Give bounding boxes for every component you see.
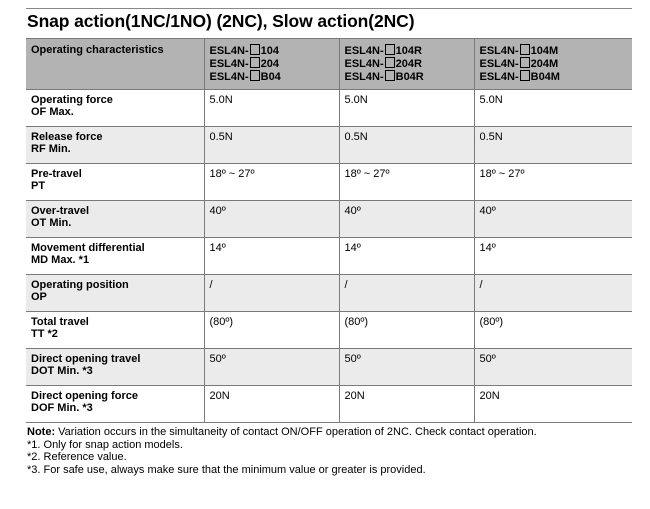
row-label: Total travel TT *2	[26, 312, 204, 349]
table-cell: (80º)	[204, 312, 339, 349]
table-cell: 40º	[339, 201, 474, 238]
table-cell: /	[474, 275, 632, 312]
row-label: Direct opening force DOF Min. *3	[26, 386, 204, 423]
table-cell: 20N	[204, 386, 339, 423]
model-code: ESL4N- 104M	[479, 45, 559, 57]
table-cell: /	[204, 275, 339, 312]
table-cell: 5.0N	[474, 90, 632, 127]
table-cell: 40º	[204, 201, 339, 238]
table-row	[26, 349, 632, 386]
note-label: Note:	[27, 426, 56, 438]
model-code: ESL4N- 104R	[344, 45, 422, 57]
placeholder-box-icon	[250, 44, 260, 55]
header-column-1	[204, 39, 339, 90]
placeholder-box-icon	[520, 57, 530, 68]
table-row	[26, 127, 632, 164]
table-header-row	[26, 39, 632, 90]
table-cell: 18º ~ 27º	[204, 164, 339, 201]
model-code: ESL4N- 104	[209, 45, 279, 57]
placeholder-box-icon	[385, 44, 395, 55]
table-cell: 14º	[339, 238, 474, 275]
placeholder-box-icon	[250, 57, 260, 68]
table-cell: 50º	[474, 349, 632, 386]
title-rule	[26, 8, 632, 9]
table-row	[26, 386, 632, 423]
row-label: Over-travel OT Min.	[26, 201, 204, 238]
table-cell: 14º	[204, 238, 339, 275]
table-cell: 50º	[339, 349, 474, 386]
table-cell: 14º	[474, 238, 632, 275]
table-cell: /	[339, 275, 474, 312]
row-label: Operating force OF Max.	[26, 90, 204, 127]
row-label: Direct opening travel DOT Min. *3	[26, 349, 204, 386]
model-code: ESL4N- B04M	[479, 71, 560, 83]
note-text: Variation occurs in the simultaneity of contact ON/OFF operation of 2NC. Check contact operation.	[55, 426, 537, 438]
table-row	[26, 275, 632, 312]
table-cell: 5.0N	[204, 90, 339, 127]
table-row	[26, 90, 632, 127]
placeholder-box-icon	[520, 70, 530, 81]
table-row	[26, 201, 632, 238]
table-row	[26, 164, 632, 201]
table-cell: 40º	[474, 201, 632, 238]
operating-characteristics-table	[26, 38, 632, 423]
table-cell: (80º)	[339, 312, 474, 349]
placeholder-box-icon	[385, 57, 395, 68]
table-cell: (80º)	[474, 312, 632, 349]
table-cell: 5.0N	[339, 90, 474, 127]
row-label: Release force RF Min.	[26, 127, 204, 164]
footnote-2: *2. Reference value.	[27, 451, 127, 463]
row-label: Movement differential MD Max. *1	[26, 238, 204, 275]
placeholder-box-icon	[520, 44, 530, 55]
footnote-1: *1. Only for snap action models.	[27, 438, 183, 451]
table-cell: 20N	[474, 386, 632, 423]
table-row	[26, 312, 632, 349]
note-line	[27, 426, 537, 439]
header-column-3	[474, 39, 632, 90]
table-cell: 20N	[339, 386, 474, 423]
table-cell: 0.5N	[204, 127, 339, 164]
table-cell: 0.5N	[474, 127, 632, 164]
footnote-3: *3. For safe use, always make sure that the minimum value or greater is provided.	[27, 463, 426, 476]
placeholder-box-icon	[250, 70, 260, 81]
table-cell: 50º	[204, 349, 339, 386]
model-code: ESL4N- 204R	[344, 58, 422, 70]
model-code: ESL4N- 204M	[479, 58, 559, 70]
header-label: Operating characteristics	[26, 39, 204, 90]
table-cell: 0.5N	[339, 127, 474, 164]
row-label: Pre-travel PT	[26, 164, 204, 201]
model-code: ESL4N- B04	[209, 71, 281, 83]
placeholder-box-icon	[385, 70, 395, 81]
section-title: Snap action(1NC/1NO) (2NC), Slow action(2NC)	[27, 11, 415, 31]
model-code: ESL4N- 204	[209, 58, 279, 70]
header-column-2	[339, 39, 474, 90]
notes-block	[27, 426, 537, 476]
row-label: Operating position OP	[26, 275, 204, 312]
model-code: ESL4N- B04R	[344, 71, 424, 83]
table-cell: 18º ~ 27º	[339, 164, 474, 201]
table-cell: 18º ~ 27º	[474, 164, 632, 201]
table-row	[26, 238, 632, 275]
